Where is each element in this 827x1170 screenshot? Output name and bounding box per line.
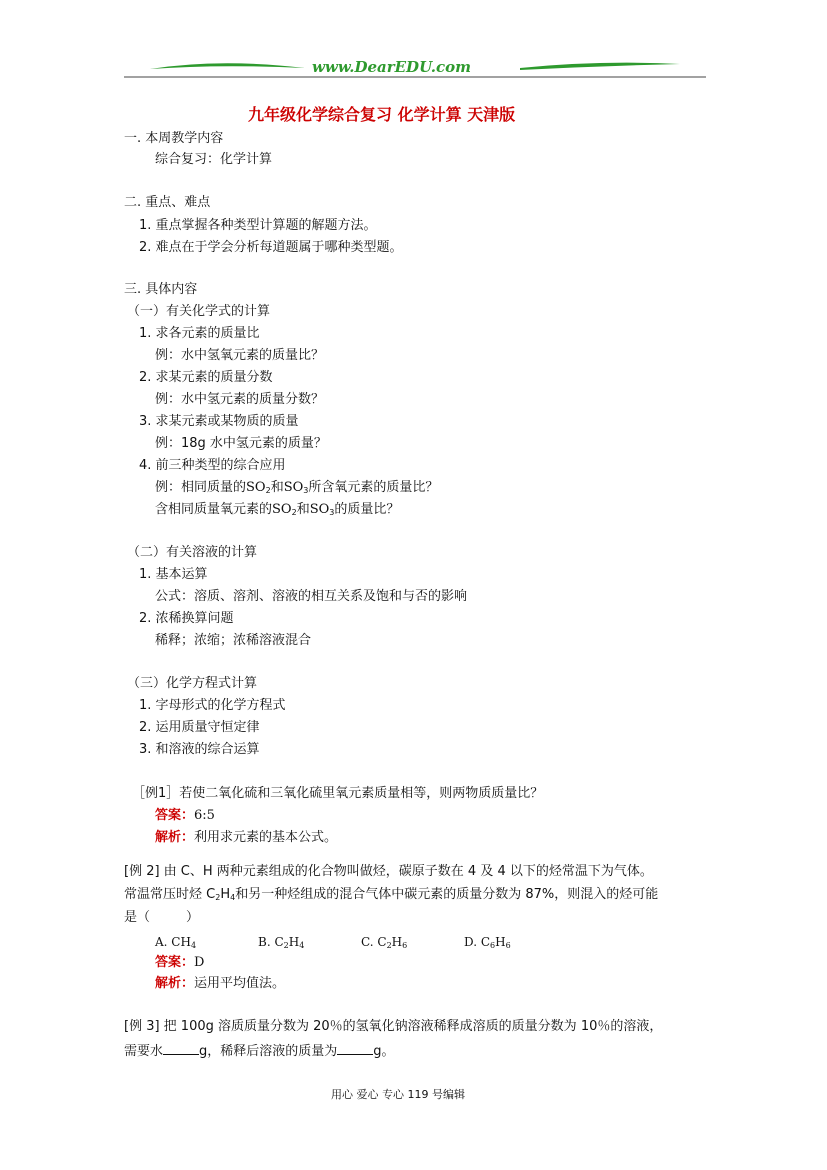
fill-blank-solution [337, 1042, 373, 1055]
example-3-line-2 [124, 1042, 395, 1060]
option-c [361, 934, 464, 950]
formula: SO [309, 502, 330, 517]
text: 所含氧元素的质量比？ [308, 480, 439, 495]
page-footer: 用心 爱心 专心 119 号编辑 [331, 1088, 465, 1101]
subscript: 2 [291, 508, 297, 517]
option-mid: H [288, 935, 300, 949]
explanation-label: 解析： [155, 830, 195, 845]
subscript: 6 [505, 941, 511, 950]
subsection-c-item: 3. 和溶液的综合运算 [139, 742, 260, 757]
subscript: 6 [402, 941, 408, 950]
formula: SO [246, 480, 266, 495]
example-1-question: ［例1］若使二氧化硫和三氧化硫里氧元素质量相等，则两物质质量比？ [132, 786, 544, 801]
subsection-a-example [155, 502, 399, 518]
option-a [155, 934, 258, 950]
text: 常温常压时烃 C [124, 887, 216, 902]
subsection-b-heading: （二）有关溶液的计算 [127, 545, 258, 560]
subsection-a-item: 4. 前三种类型的综合应用 [139, 458, 286, 473]
subsection-a-item: 2. 求某元素的质量分数 [139, 370, 273, 385]
section-2-item: 2. 难点在于学会分析每道题属于哪种类型题。 [139, 240, 403, 255]
formula: SO [272, 502, 292, 517]
option-label: D. C [464, 935, 491, 949]
subscript: 6 [490, 941, 496, 950]
subsection-a-heading: （一）有关化学式的计算 [127, 304, 271, 319]
example-1-answer [155, 808, 215, 824]
subsection-a-example: 例：水中氢元素的质量分数？ [155, 392, 325, 407]
text: g。 [373, 1044, 395, 1059]
banner-swoosh-right [520, 63, 680, 70]
option-mid: H [495, 935, 506, 949]
section-1-heading: 一. 本周教学内容 [124, 131, 224, 146]
subsection-a-example: 例：水中氢氧元素的质量比？ [155, 348, 325, 363]
subsection-a-item: 1. 求各元素的质量比 [139, 326, 260, 341]
subsection-a-example [155, 480, 438, 496]
subscript: 2 [386, 941, 392, 950]
text: 和另一种烃组成的混合气体中碳元素的质量分数为 87%，则混入的烃可能 [235, 887, 659, 902]
answer-value: 6:5 [194, 808, 215, 823]
example-1-explanation [155, 830, 337, 846]
text: 和 [296, 502, 310, 517]
formula: SO [283, 480, 304, 495]
option-d [464, 934, 567, 950]
section-2-heading: 二. 重点、难点 [124, 195, 211, 210]
fill-blank-water [163, 1042, 199, 1055]
section-2-item: 1. 重点掌握各种类型计算题的解题方法。 [139, 218, 377, 233]
text: 含相同质量氧元素的 [155, 502, 273, 517]
subsection-b-detail: 公式：溶质、溶剂、溶液的相互关系及饱和与否的影响 [155, 589, 468, 604]
text: 是（ [124, 910, 151, 925]
subsection-c-heading: （三）化学方程式计算 [127, 676, 258, 691]
text: 例：相同质量的 [155, 480, 247, 495]
section-3-heading: 三. 具体内容 [124, 282, 198, 297]
page-title: 九年级化学综合复习 化学计算 天津版 [248, 105, 516, 124]
example-2-explanation [155, 976, 285, 992]
option-label: B. C [258, 935, 284, 949]
text: 的质量比？ [334, 502, 400, 517]
answer-label: 答案： [155, 955, 195, 970]
subsection-b-detail: 稀释；浓缩；浓稀溶液混合 [155, 633, 312, 648]
subsection-a-example: 例：18g 水中氢元素的质量？ [155, 436, 327, 451]
example-2-line-2 [124, 887, 658, 903]
explanation-label: 解析： [155, 976, 195, 991]
subsection-b-item: 1. 基本运算 [139, 567, 208, 582]
section-1-content: 综合复习：化学计算 [155, 152, 273, 167]
banner-swoosh-left [150, 63, 305, 69]
example-2-line-1: [例 2] 由 C、H 两种元素组成的化合物叫做烃，碳原子数在 4 及 4 以下的烃常温下为气体。 [124, 864, 653, 879]
explanation-text: 利用求元素的基本公式。 [194, 830, 338, 845]
subsection-b-item: 2. 浓稀换算问题 [139, 611, 234, 626]
example-2-options [155, 934, 567, 950]
site-logo[interactable]: www.DearEDU.com [312, 58, 472, 76]
text: g，稀释后溶液的质量为 [199, 1044, 338, 1059]
explanation-text: 运用平均值法。 [194, 976, 286, 991]
subscript: 4 [190, 941, 197, 950]
answer-value: D [194, 955, 205, 970]
subsection-a-item: 3. 求某元素或某物质的质量 [139, 414, 299, 429]
subscript: 2 [283, 941, 289, 950]
example-3-line-1: [例 3] 把 100g 溶质质量分数为 20％的氢氧化钠溶液稀释成溶质的质量分数为 10％的溶液， [124, 1019, 663, 1034]
subscript: 2 [265, 486, 271, 495]
option-label: C. C [361, 935, 387, 949]
subscript: 4 [230, 893, 236, 902]
option-b [258, 934, 361, 950]
subscript: 3 [329, 508, 335, 517]
subscript: 2 [215, 893, 221, 902]
text: 和 [270, 480, 284, 495]
option-mid: H [391, 935, 403, 949]
example-2-line-3 [124, 910, 199, 926]
subscript: 3 [303, 486, 309, 495]
example-2-answer [155, 955, 204, 971]
subsection-c-item: 1. 字母形式的化学方程式 [139, 698, 286, 713]
text: 需要水 [124, 1044, 164, 1059]
text: H [220, 887, 231, 902]
option-label: A. CH [155, 935, 191, 949]
subsection-c-item: 2. 运用质量守恒定律 [139, 720, 260, 735]
answer-label: 答案： [155, 808, 195, 823]
text: ） [186, 910, 200, 925]
subscript: 4 [299, 941, 305, 950]
